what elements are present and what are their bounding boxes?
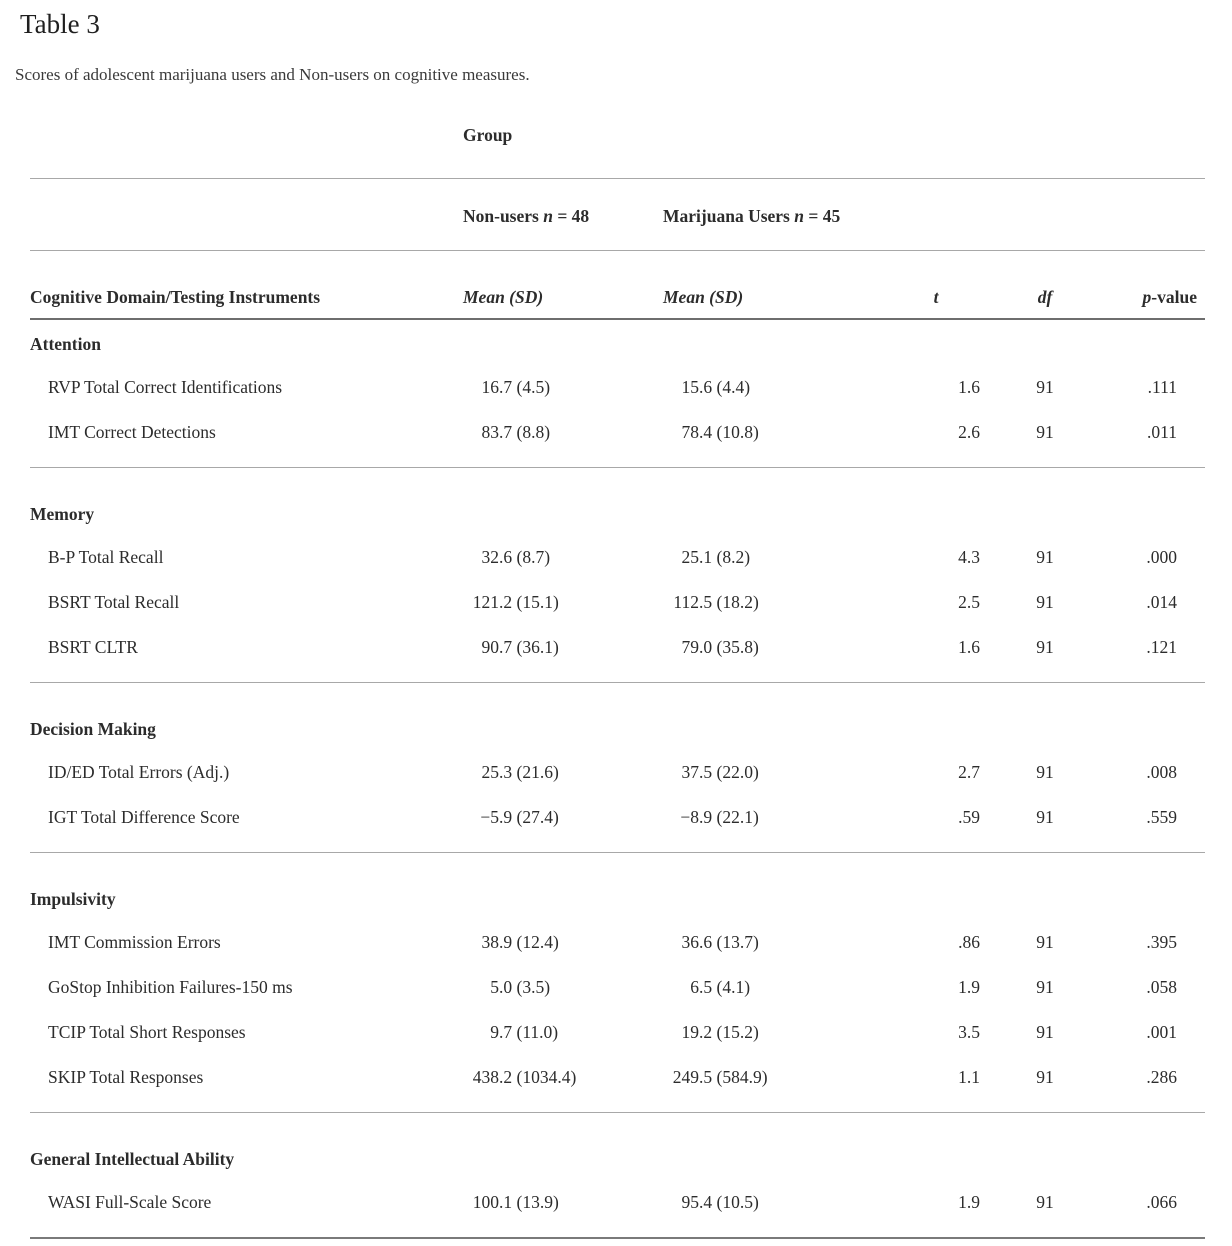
cell-df: 91 [1036,1192,1054,1212]
cell-label: IGT Total Difference Score [48,807,240,827]
cell-p-value: .395 [1146,932,1177,952]
n-symbol: n [543,206,553,226]
cell-t: .86 [958,932,980,952]
cell-label: WASI Full-Scale Score [48,1192,212,1212]
cell-t: 1.9 [958,1192,980,1212]
section-header-memory: Memory [30,504,95,524]
cell-t: 2.5 [958,592,980,612]
cell-mean-users: 19.2 (15.2) [681,1022,759,1042]
cell-t: 2.7 [958,762,980,782]
cell-label: GoStop Inhibition Failures-150 ms [48,977,293,997]
table-row [30,920,1205,965]
cell-t: 4.3 [958,547,980,567]
cell-p-value: .000 [1146,547,1177,567]
cell-mean-users: 6.5 (4.1) [690,977,751,997]
cell-t: 2.6 [958,422,980,442]
p-value-suffix: -value [1151,287,1197,307]
section-decision-making [30,683,1205,853]
section-header-row [30,683,1205,751]
cell-p-value: .111 [1147,377,1177,397]
table-row [30,625,1205,683]
table-row [30,1180,1205,1238]
cell-label: BSRT CLTR [48,637,138,657]
cell-df: 91 [1036,1067,1054,1087]
group-header: Group [455,105,855,179]
table-caption: Scores of adolescent marijuana users and Non-users on cognitive measures. [15,65,530,84]
cell-mean-users: −8.9 (22.1) [680,807,759,827]
cell-mean-nonusers: 90.7 (36.1) [481,637,559,657]
cell-t: 1.9 [958,977,980,997]
column-header-p-value [1105,251,1205,320]
cell-mean-users: 36.6 (13.7) [681,932,759,952]
cell-label: B-P Total Recall [48,547,164,567]
column-headers-row [30,251,1205,320]
cell-mean-users: 79.0 (35.8) [681,637,759,657]
cell-mean-users: 249.5 (584.9) [672,1067,768,1087]
cell-label: IMT Commission Errors [48,932,221,952]
cell-df: 91 [1036,932,1054,952]
cell-df: 91 [1036,422,1054,442]
cell-t: 3.5 [958,1022,980,1042]
cell-df: 91 [1036,977,1054,997]
table-row [30,1010,1205,1055]
cell-p-value: .286 [1146,1067,1177,1087]
cell-df: 91 [1036,547,1054,567]
table-row [30,1055,1205,1113]
results-table [30,105,1205,1239]
p-symbol: p [1142,287,1152,307]
section-header-row [30,468,1205,536]
nonusers-column-header [455,179,655,251]
cell-p-value: .008 [1146,762,1177,782]
section-header-row [30,319,1205,365]
section-attention [30,319,1205,468]
cell-label: SKIP Total Responses [48,1067,204,1087]
cell-p-value: .058 [1146,977,1177,997]
spacer-cell [30,105,455,179]
cell-df: 91 [1036,592,1054,612]
cell-df: 91 [1036,637,1054,657]
table-row [30,965,1205,1010]
cell-label: RVP Total Correct Identifications [48,377,283,397]
cell-label: BSRT Total Recall [48,592,180,612]
cell-mean-users: 37.5 (22.0) [681,762,759,782]
cell-df: 91 [1036,1022,1054,1042]
cell-mean-nonusers: 16.7 (4.5) [481,377,551,397]
cell-mean-nonusers: 25.3 (21.6) [481,762,559,782]
users-column-header [655,179,855,251]
table-row [30,750,1205,795]
cell-mean-nonusers: 438.2 (1034.4) [472,1067,577,1087]
cell-p-value: .011 [1147,422,1177,442]
table-title: Table 3 [20,9,100,39]
group-columns-row [30,179,1205,251]
cell-p-value: .559 [1146,807,1177,827]
cell-mean-nonusers: 38.9 (12.4) [481,932,559,952]
cell-mean-nonusers: 9.7 (11.0) [490,1022,559,1042]
section-memory [30,468,1205,683]
cell-p-value: .014 [1146,592,1177,612]
nonusers-label: Non-users [463,206,544,226]
cell-t: 1.6 [958,637,980,657]
group-header-row [30,105,1205,179]
users-count: = 45 [803,206,841,226]
cell-p-value: .066 [1146,1192,1177,1212]
table-row [30,535,1205,580]
section-header-general-intellectual-ability: General Intellectual Ability [30,1149,235,1169]
section-header-attention: Attention [30,334,101,354]
cell-mean-nonusers: 5.0 (3.5) [490,977,551,997]
section-header-row [30,853,1205,921]
cell-label: ID/ED Total Errors (Adj.) [48,762,230,782]
column-header-t: t [855,251,985,320]
table-row [30,365,1205,410]
section-header-decision-making: Decision Making [30,719,156,739]
cell-t: 1.1 [958,1067,980,1087]
table-row [30,410,1205,468]
cell-mean-nonusers: 100.1 (13.9) [472,1192,559,1212]
spacer-cell [30,179,455,251]
nonusers-count: = 48 [552,206,590,226]
cell-df: 91 [1036,762,1054,782]
cell-t: .59 [958,807,980,827]
section-general-intellectual-ability [30,1113,1205,1239]
cell-mean-users: 78.4 (10.8) [681,422,759,442]
n-symbol: n [794,206,804,226]
table-row [30,795,1205,853]
users-label: Marijuana Users [663,206,795,226]
cell-mean-nonusers: 83.7 (8.8) [481,422,551,442]
column-header-label: Cognitive Domain/Testing Instruments [30,251,455,320]
table-head [30,105,1205,319]
cell-t: 1.6 [958,377,980,397]
column-header-df: df [985,251,1105,320]
cell-df: 91 [1036,377,1054,397]
section-impulsivity [30,853,1205,1113]
cell-p-value: .001 [1146,1022,1177,1042]
cell-mean-users: 112.5 (18.2) [673,592,759,612]
column-header-mean-nonusers: Mean (SD) [455,251,655,320]
cell-mean-users: 15.6 (4.4) [681,377,751,397]
cell-p-value: .121 [1146,637,1177,657]
cell-mean-nonusers: −5.9 (27.4) [480,807,559,827]
section-header-row [30,1113,1205,1181]
cell-mean-nonusers: 121.2 (15.1) [472,592,559,612]
spacer-cell [855,105,1205,179]
column-header-mean-users: Mean (SD) [655,251,855,320]
spacer-cell [855,179,1205,251]
cell-mean-nonusers: 32.6 (8.7) [481,547,551,567]
cell-df: 91 [1036,807,1054,827]
cell-label: TCIP Total Short Responses [48,1022,246,1042]
table-row [30,580,1205,625]
cell-mean-users: 25.1 (8.2) [681,547,751,567]
cell-label: IMT Correct Detections [48,422,216,442]
section-header-impulsivity: Impulsivity [30,889,116,909]
cell-mean-users: 95.4 (10.5) [681,1192,759,1212]
